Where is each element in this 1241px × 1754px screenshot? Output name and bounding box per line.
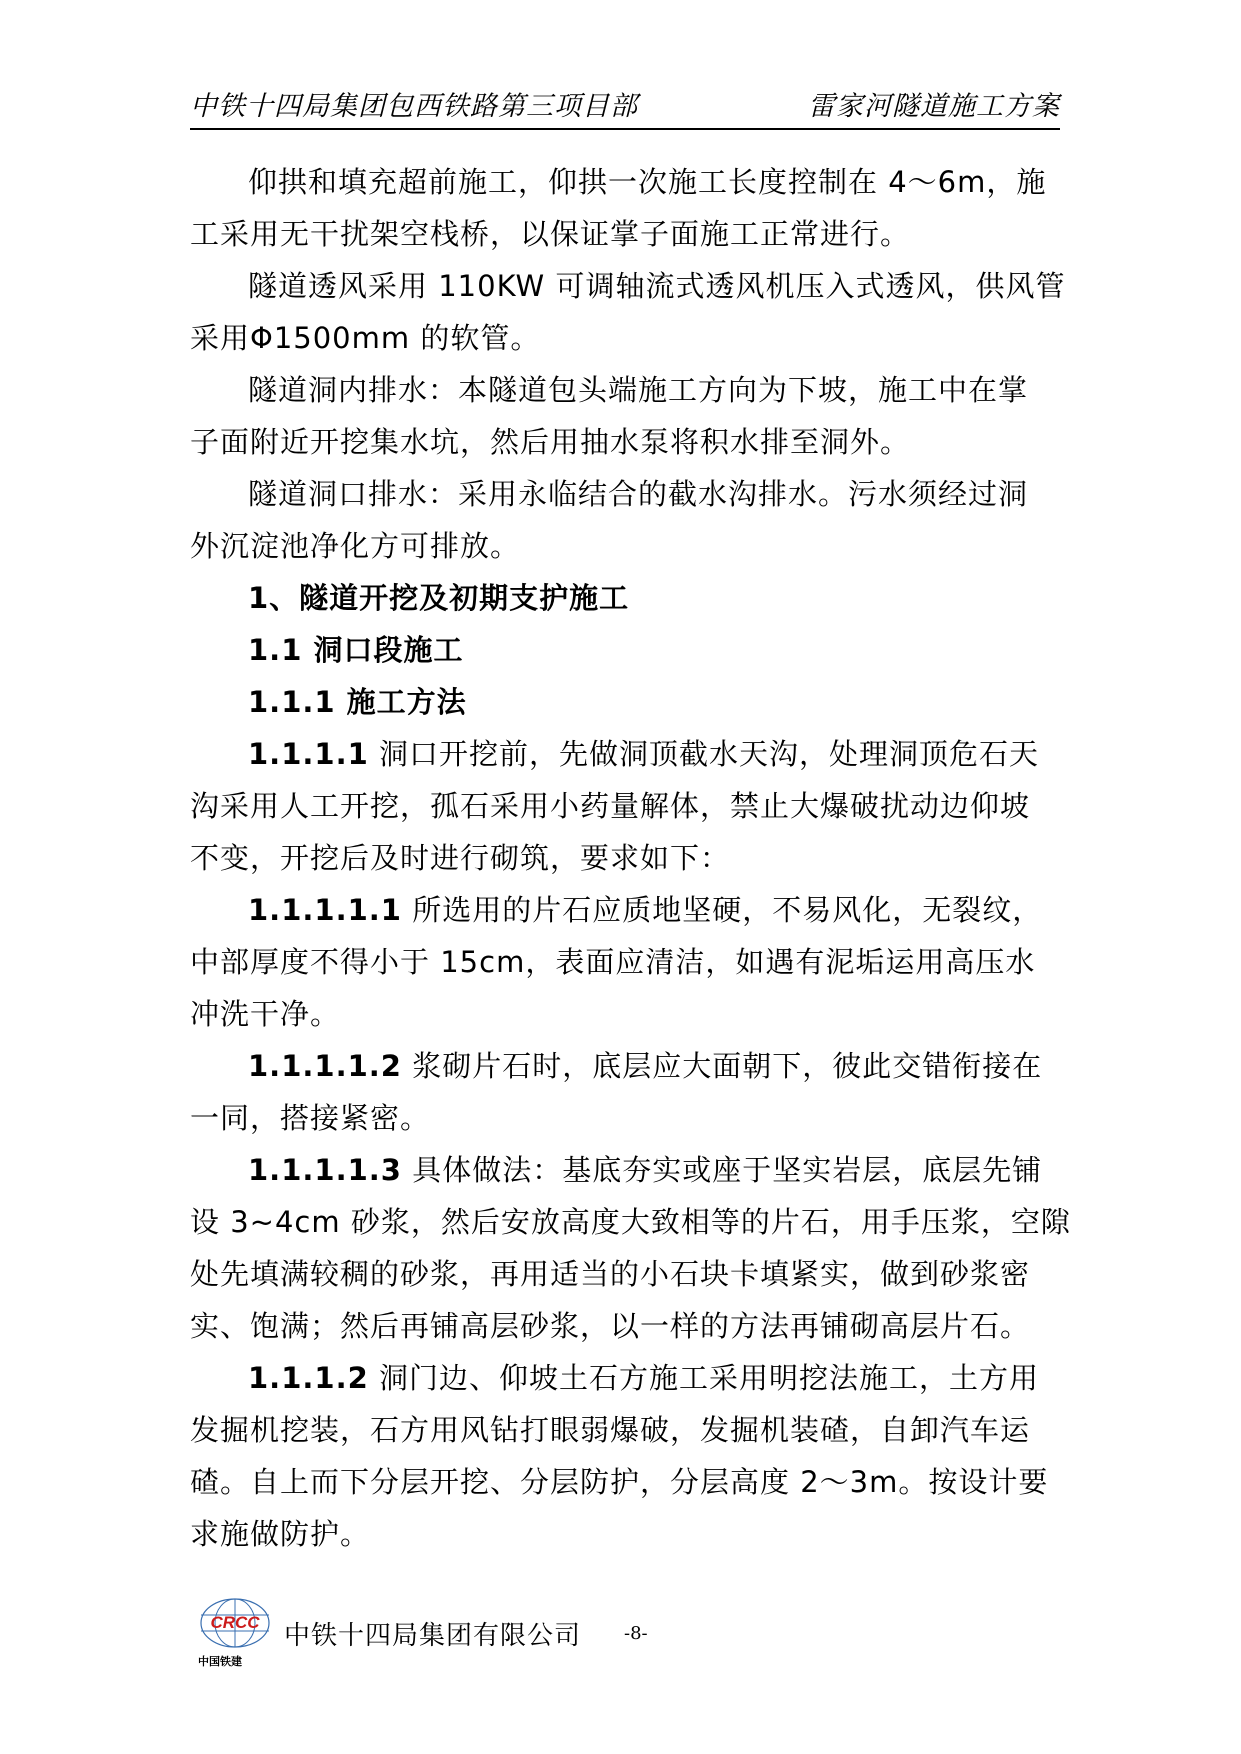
numbered-paragraph (190, 728, 1060, 780)
paragraph-line: 隧道透风采用 110KW 可调轴流式透风机压入式透风，供风管 (248, 269, 1066, 303)
paragraph-line: 处先填满较稠的砂浆，再用适当的小石块卡填紧实，做到砂浆密 (190, 1257, 1031, 1291)
paragraph-line: 中部厚度不得小于 15cm，表面应清洁，如遇有泥垢运用高压水 (190, 945, 1036, 979)
paragraph-line: 工采用无干扰架空栈桥，以保证掌子面施工正常进行。 (190, 217, 911, 251)
paragraph-line: 采用Φ1500mm 的软管。 (190, 321, 541, 355)
clause-text: 具体做法：基底夯实或座于坚实岩层，底层先铺 (412, 1153, 1043, 1187)
paragraph-line: 子面附近开挖集水坑，然后用抽水泵将积水排至洞外。 (190, 425, 911, 459)
logo-caption: 中国铁建 (198, 1655, 242, 1668)
footer-company: 中铁十四局集团有限公司 (284, 1621, 582, 1651)
page-header (190, 78, 1060, 130)
paragraph-line: 外沉淀池净化方可排放。 (190, 529, 521, 563)
svg-text:CRCC: CRCC (210, 1613, 260, 1632)
paragraph-line: 沟采用人工开挖，孤石采用小药量解体，禁止大爆破扰动边仰坡 (190, 789, 1031, 823)
document-body (190, 156, 1071, 1560)
paragraph-line: 不变，开挖后及时进行砌筑，要求如下： (190, 841, 731, 875)
clause-number: 1.1.1.1.3 (248, 1153, 402, 1187)
clause-number: 1.1.1.2 (248, 1361, 369, 1395)
clause-number: 1.1.1.1.1 (248, 893, 402, 927)
paragraph-line: 仰拱和填充超前施工，仰拱一次施工长度控制在 4～6m，施 (248, 165, 1047, 199)
paragraph-line: 实、饱满；然后再铺高层砂浆，以一样的方法再铺砌高层片石。 (190, 1309, 1031, 1343)
section-heading: 1.1 洞口段施工 (248, 633, 464, 667)
clause-number: 1.1.1.1 (248, 737, 369, 771)
section-heading: 1.1.1 施工方法 (248, 685, 467, 719)
clause-text: 洞口开挖前，先做洞顶截水天沟，处理洞顶危石天 (378, 737, 1039, 771)
paragraph-line: 冲洗干净。 (190, 997, 341, 1031)
numbered-paragraph (190, 1040, 1060, 1092)
page-footer (196, 1595, 1096, 1675)
numbered-paragraph (190, 884, 1060, 936)
header-project: 中铁十四局集团包西铁路第三项目部 (190, 91, 638, 122)
clause-text: 洞门边、仰坡土石方施工采用明挖法施工，土方用 (378, 1361, 1039, 1395)
paragraph-line: 隧道洞内排水：本隧道包头端施工方向为下坡，施工中在掌 (248, 373, 1029, 407)
section-heading: 1、隧道开挖及初期支护施工 (248, 581, 630, 615)
paragraph-line: 一同，搭接紧密。 (190, 1101, 431, 1135)
numbered-paragraph (190, 1352, 1060, 1404)
page-number: -8- (624, 1623, 648, 1644)
clause-number: 1.1.1.1.2 (248, 1049, 402, 1083)
paragraph-line: 设 3~4cm 砂浆，然后安放高度大致相等的片石，用手压浆，空隙 (190, 1205, 1071, 1239)
paragraph-line: 隧道洞口排水：采用永临结合的截水沟排水。污水须经过洞 (248, 477, 1029, 511)
paragraph-line: 发掘机挖装，石方用风钻打眼弱爆破，发掘机装碴，自卸汽车运 (190, 1413, 1031, 1447)
paragraph-line: 碴。自上而下分层开挖、分层防护，分层高度 2～3m。按设计要 (190, 1465, 1049, 1499)
paragraph-line: 求施做防护。 (190, 1517, 371, 1551)
header-doc-title: 雷家河隧道施工方案 (808, 91, 1060, 122)
clause-text: 所选用的片石应质地坚硬，不易风化，无裂纹， (412, 893, 1043, 927)
numbered-paragraph (190, 1144, 1060, 1196)
crcc-logo (196, 1595, 274, 1675)
clause-text: 浆砌片石时，底层应大面朝下，彼此交错衔接在 (412, 1049, 1043, 1083)
